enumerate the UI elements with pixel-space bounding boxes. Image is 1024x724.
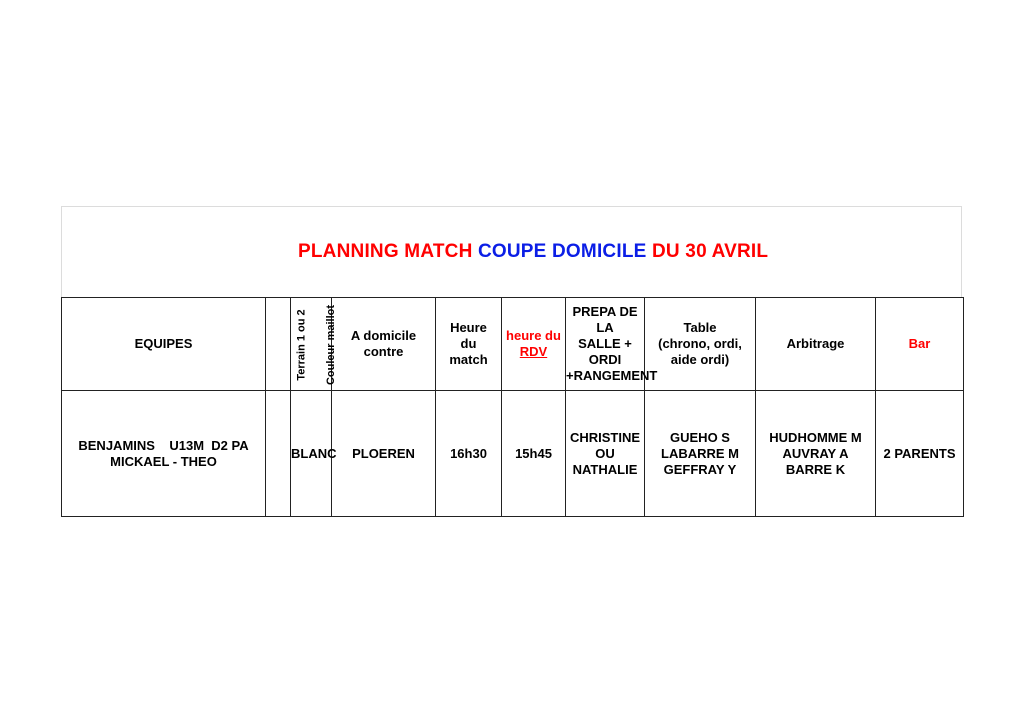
header-couleur: Couleur maillot xyxy=(291,298,332,391)
header-arbitrage: Arbitrage xyxy=(756,298,876,391)
cell-table: GUEHO S LABARRE M GEFFRAY Y xyxy=(645,391,756,517)
title-box xyxy=(61,206,962,297)
cell-equipe: BENJAMINS U13M D2 PA MICKAEL - THEO xyxy=(62,391,266,517)
cell-arbitrage: HUDHOMME M AUVRAY A BARRE K xyxy=(756,391,876,517)
table-row xyxy=(62,391,964,517)
cell-heure-match: 16h30 xyxy=(436,391,502,517)
title-part-3: DU 30 AVRIL xyxy=(646,241,769,262)
cell-terrain xyxy=(266,391,291,517)
header-terrain: Terrain 1 ou 2 xyxy=(266,298,291,391)
cell-heure-rdv: 15h45 xyxy=(502,391,566,517)
cell-prepa: CHRISTINE OU NATHALIE xyxy=(566,391,645,517)
header-heure-rdv: heure du RDV xyxy=(502,298,566,391)
header-bar: Bar xyxy=(876,298,964,391)
title-part-1: PLANNING MATCH xyxy=(298,241,478,262)
cell-adversaire: PLOEREN xyxy=(332,391,436,517)
header-table: Table (chrono, ordi, aide ordi) xyxy=(645,298,756,391)
header-equipes: EQUIPES xyxy=(62,298,266,391)
cell-couleur: BLANC xyxy=(291,391,332,517)
header-domicile: A domicile contre xyxy=(332,298,436,391)
title-part-2: COUPE DOMICILE xyxy=(477,241,647,262)
header-row xyxy=(62,298,964,391)
planning-sheet xyxy=(61,206,963,518)
page-title xyxy=(298,241,768,263)
header-heure-match: Heure du match xyxy=(436,298,502,391)
cell-bar: 2 PARENTS xyxy=(876,391,964,517)
planning-table xyxy=(61,297,964,517)
header-prepa: PREPA DE LA SALLE + ORDI +RANGEMENT xyxy=(566,298,645,391)
